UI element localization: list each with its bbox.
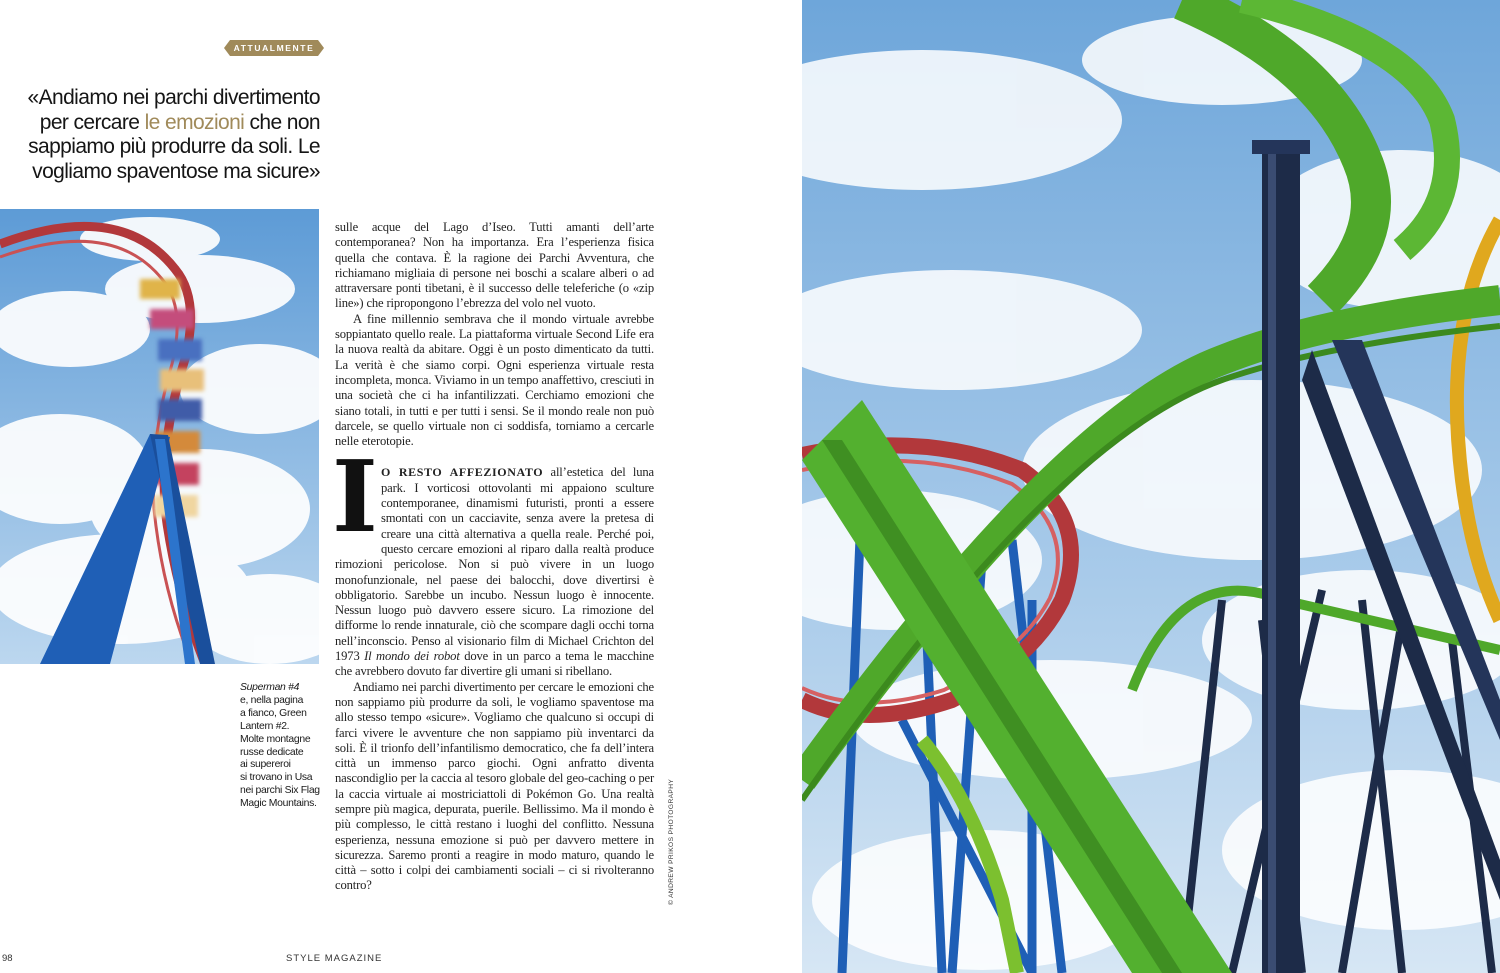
- pull-quote-open: «Andiamo nei parchi divertimento per cercare: [27, 86, 320, 134]
- pull-quote-close: che non sappiamo più produrre da soli. Le vogliamo spaventose ma sicure»: [28, 110, 320, 183]
- paragraph-3-end: dove in un parco a tema le macchine che avrebbero dovuto far divertire gli umani si ribellano.: [335, 649, 654, 679]
- caption-line: Molte montagne: [240, 733, 311, 745]
- paragraph-2: A fine millennio sembrava che il mondo virtuale avrebbe soppiantato quello reale. La piattaforma virtuale Second Life era la nuova realtà da abitare. Oggi è un posto dimenticato da tutti. La verità è che siamo corpi. Ogni esperienza virtuale resta incompleta, monca. Viviamo in un tempo anaffettivo, cresciuti in una società che ci ha infantilizzati. Cerchiamo emozioni che siano totali, in tutti e per tutti i sensi. Se il mondo reale non può darcele, se quello virtuale non ci soddisfa, torniamo a cercarle nelle eterotopie.: [335, 311, 654, 449]
- superman-coaster-photo: [0, 209, 319, 664]
- caption-line: si trovano in Usa: [240, 772, 313, 784]
- paragraph-1: sulle acque del Lago d’Iseo. Tutti amanti dell’arte contemporanea? Non ha importanza. Era l’esperienza fisica quella che contava. È la ragione dei Parchi Avventura, che richiamano migliaia di persone nei boschi a scalare alberi o ad attraversare ponti tibetani, è il successo delle teleferiche (o «zip line») che ripropongono l’ebrezza del volo nel vuoto.: [335, 220, 654, 311]
- caption-line: Magic Mountains.: [240, 798, 317, 810]
- section-tag-label: ATTUALMENTE: [233, 43, 315, 53]
- section-tag: [224, 40, 324, 56]
- lead-in: O RESTO AFFEZIONATO: [381, 465, 544, 480]
- drop-cap: I: [332, 440, 378, 556]
- photo-credit: © ANDREW PRIKOS PHOTOGRAPHY: [668, 778, 675, 905]
- article-body: [332, 220, 654, 894]
- photo-caption: [240, 682, 320, 811]
- caption-line: Lantern #2.: [240, 720, 290, 732]
- caption-line: nei parchi Six Flag: [240, 785, 320, 797]
- caption-line: ai supereroi: [240, 759, 291, 771]
- caption-line: a fianco, Green: [240, 707, 307, 719]
- pull-quote: [0, 86, 320, 184]
- film-title: Il mondo dei robot: [364, 649, 460, 664]
- green-lantern-coaster-photo: [802, 0, 1500, 973]
- pull-quote-highlight: le emozioni: [144, 110, 245, 134]
- paragraph-3-text: all’estetica del luna park. I vorticosi ottovolanti mi appaiono sculture contemporanee, dinamismi futuristi, pronti a essere smontati con un cacciavite, senza avere la pretesa di creare una città alternativa a quella reale. Perché poi, questo cercare emozioni al riparo dalla realtà produce rimozioni pericolose. Non si può vivere in un luogo monofunzionale, nel paese dei balocchi, dove divertirsi è obbligatorio. Sarebbe un incubo. Nessun luogo è innocente. Nessun luogo può davvero essere sicuro. La rimozione del difforme lo rende innaturale, ciò che scompare dagli occhi torna nell’inconscio. Penso al visionario film di Michael Crichton del 1973: [335, 465, 654, 664]
- magazine-name: STYLE MAGAZINE: [286, 953, 383, 964]
- paragraph-4: Andiamo nei parchi divertimento per cercare le emozioni che non sappiamo più produrre da soli, le vogliamo spaventose ma allo stesso tempo «sicure». Vogliamo che qualcuno si occupi di farci vivere le avventure che non sappiamo più inventarci da soli. È il trionfo dell’infantilismo democratico, che fa dell’intera città un immenso parco giochi. Ogni anfratto diventa nascondiglio per la caccia al tesoro globale del geo-caching o per la caccia virtuale ai mostriciattoli di Pokémon Go. Una realtà sempre più magica, depurata, puerile. Bellissimo. Ma il mondo è più complesso, le città restano i luoghi del conflitto. Nessuna esperienza, nessuna emozione si può per davvero mettere in sicurezza. Saremo pronti a reagire in modo maturo, quando le città – sotto i colpi dei cambiamenti sociali – ci si rivolteranno contro?: [335, 679, 654, 893]
- caption-title: Superman #4: [240, 682, 300, 693]
- page-number: 98: [2, 953, 13, 964]
- paragraph-3: [332, 440, 654, 679]
- caption-line: russe dedicate: [240, 746, 304, 758]
- caption-line: e, nella pagina: [240, 694, 304, 706]
